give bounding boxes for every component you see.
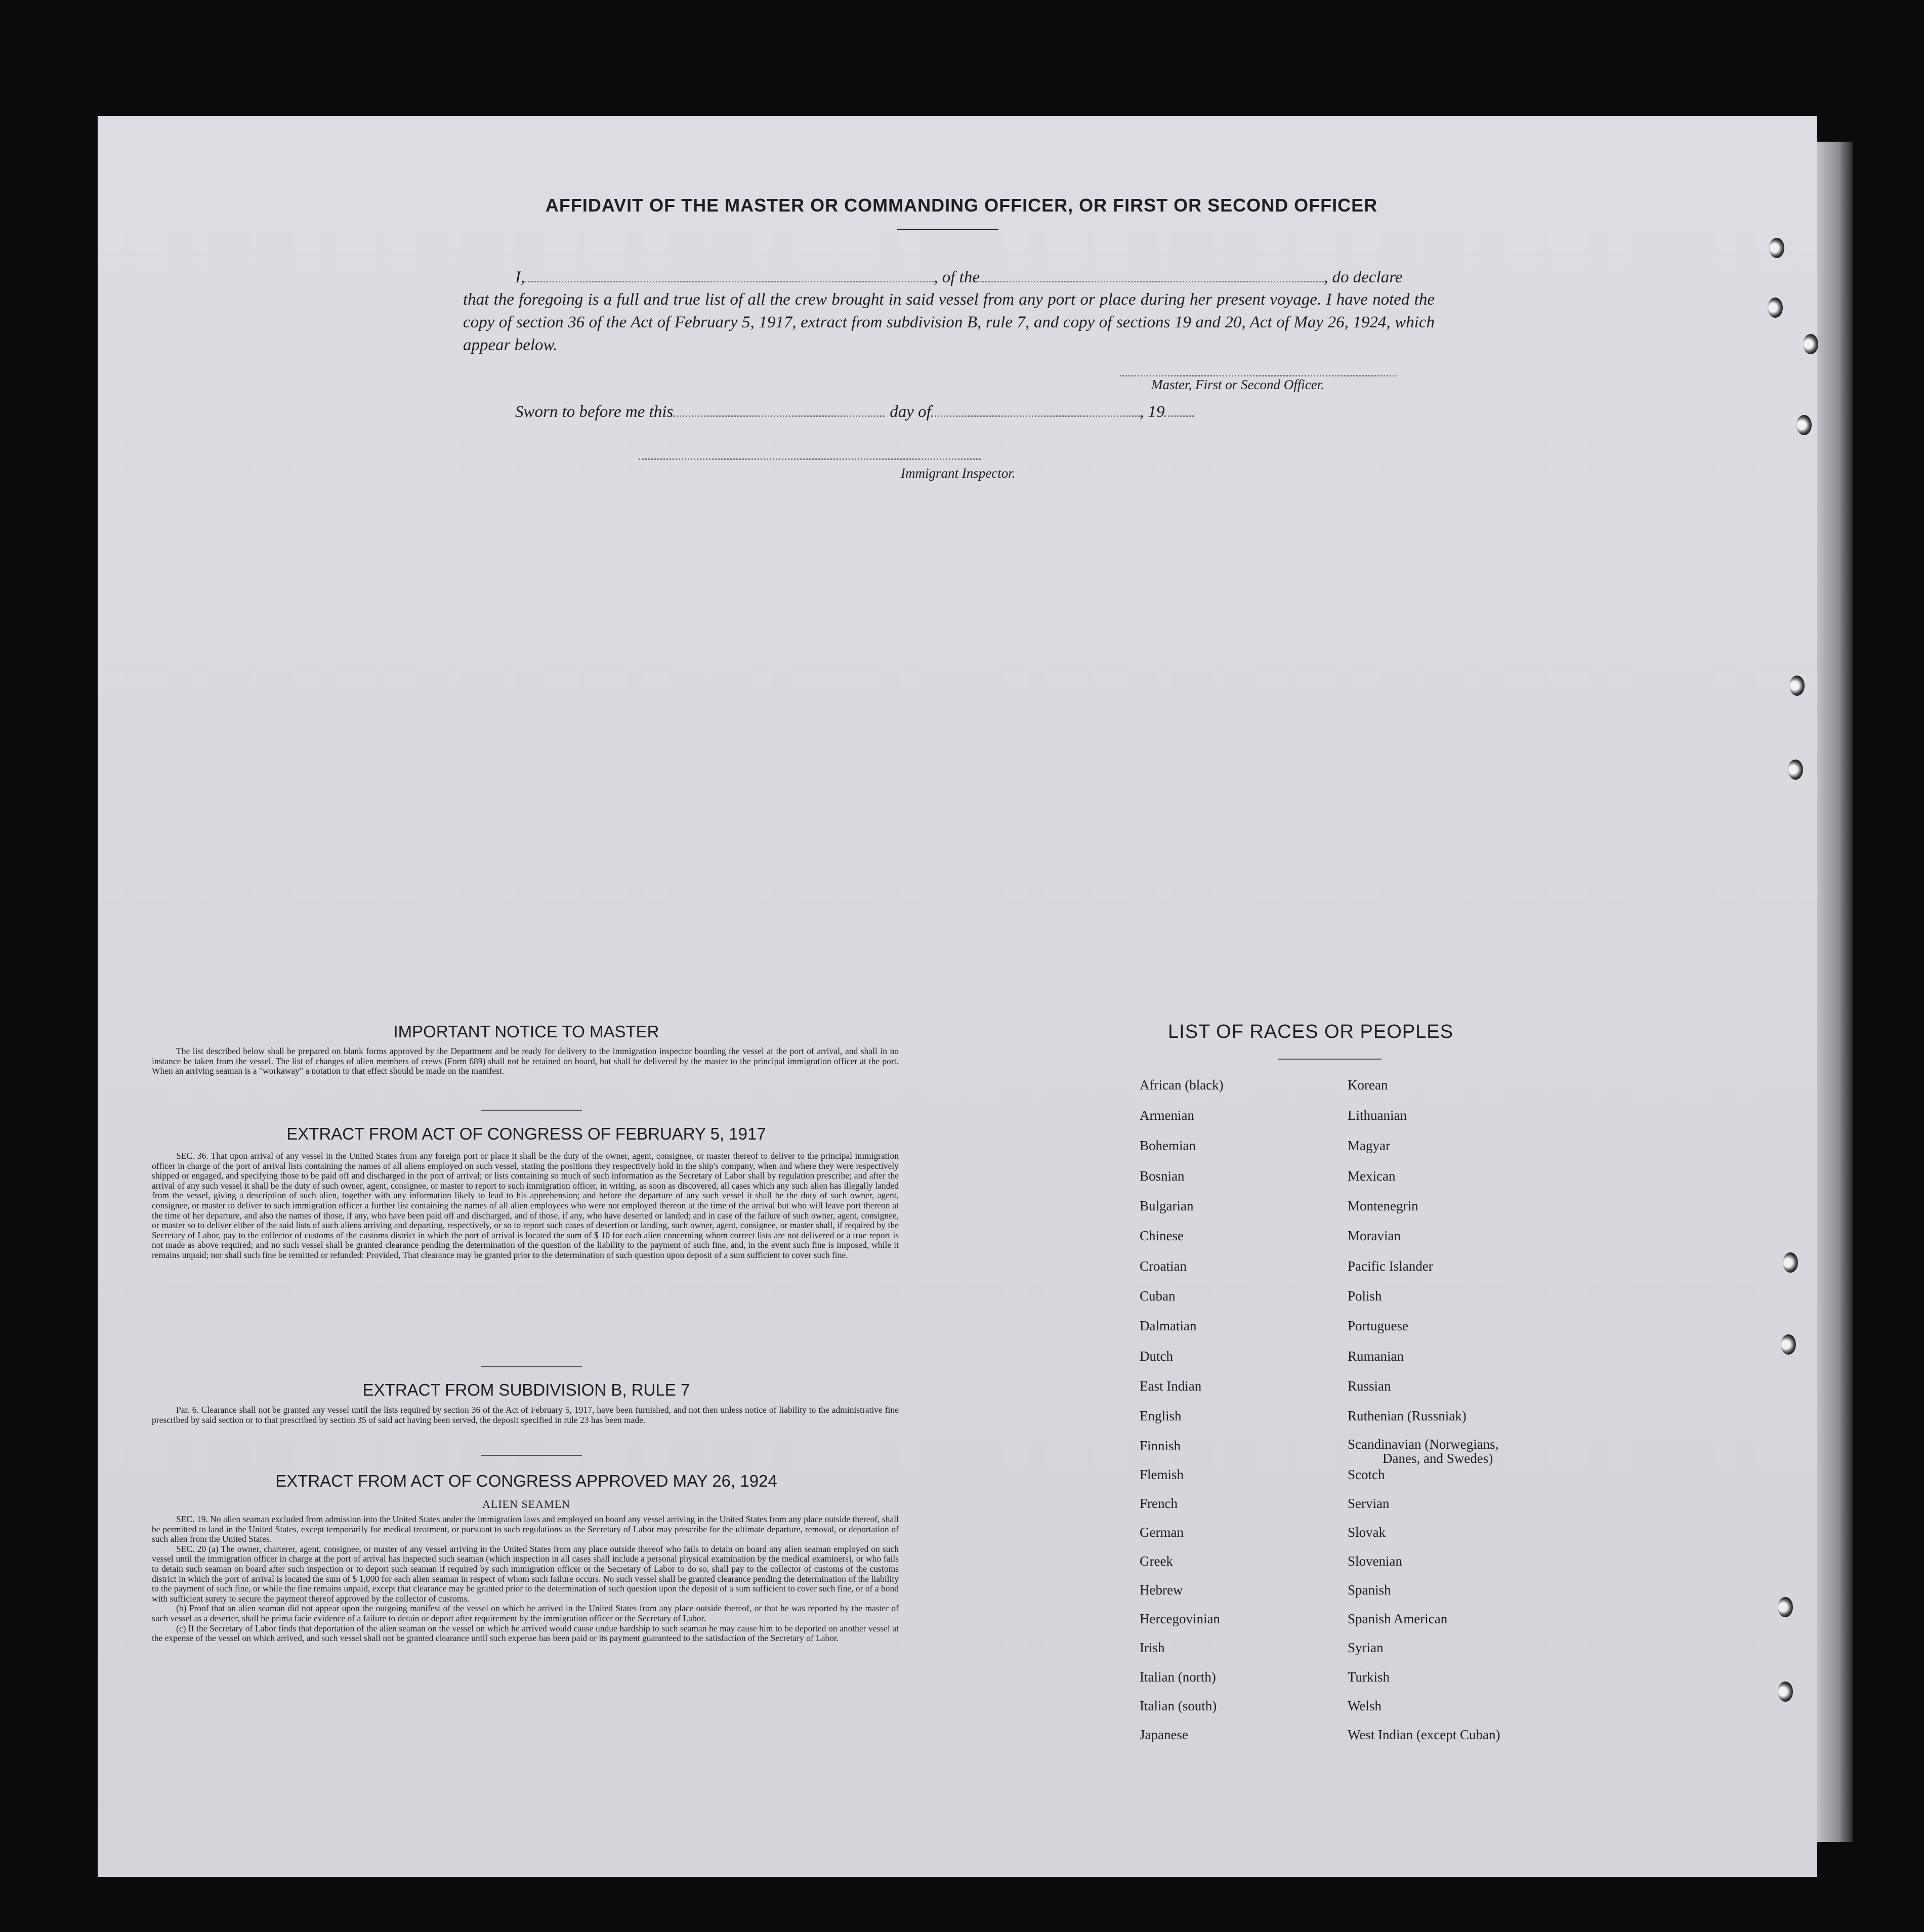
race-item: Russian — [1348, 1378, 1391, 1394]
title-underline — [897, 229, 998, 230]
race-item: Portuguese — [1348, 1318, 1408, 1333]
inspector-signature-blank[interactable] — [639, 444, 981, 460]
extract-1917-divider — [481, 1366, 582, 1367]
race-item: Croatian — [1140, 1258, 1187, 1274]
affidavit-do-declare-label: , do declare — [1323, 268, 1403, 286]
master-signature-label: Master, First or Second Officer. — [1151, 377, 1324, 392]
sworn-day-of: day of — [890, 403, 931, 421]
race-item: Bulgarian — [1140, 1198, 1194, 1213]
sworn-line — [515, 401, 1194, 422]
binder-hole-icon — [1788, 760, 1803, 780]
sec20c-paragraph: (c) If the Secretary of Labor finds that deportation of the alien seaman on the vessel on which he arrived would cause undue hardship to such seaman he may cause him to be deported on another vessel at the expense of the vessel on which arrived, and such vessel shall not be granted clearance until such expense has been paid or its payment guaranteed to the satisfaction of the Secretary of Labor. — [152, 1623, 899, 1644]
race-item: Rumanian — [1348, 1349, 1404, 1364]
race-item: Polish — [1348, 1288, 1382, 1304]
race-item: Italian (north) — [1140, 1669, 1216, 1685]
race-item: Montenegrin — [1348, 1198, 1418, 1213]
master-signature-blank[interactable] — [1120, 361, 1397, 376]
binder-hole-icon — [1768, 298, 1783, 318]
sec19-paragraph: SEC. 19. No alien seaman excluded from admission into the United States under the immigration laws and employed on board any vessel arriving in the United States from any place outside thereof, shall be permitted to land in the United States, except temporarily for medical treatment, or pursuant to such regulations as the Secretary of Labor may prescribe for the ultimate departure, removal, or deportation of such alien from the United States. — [152, 1514, 899, 1544]
race-item: Bosnian — [1140, 1168, 1185, 1184]
race-item: East Indian — [1140, 1378, 1202, 1394]
race-item: Scandinavian (Norwegians, — [1348, 1437, 1499, 1452]
affidavit-title: AFFIDAVIT OF THE MASTER OR COMMANDING OFFICER, OR FIRST OR SECOND OFFICER — [545, 195, 1378, 216]
extract-1917-text: SEC. 36. That upon arrival of any vessel in the United States from any foreign port or place it shall be the duty of the owner, agent, consignee, or master thereof to deliver to the principal immigration officer in charge of the port of arrival lists containing the names of all aliens employed on such vessel, stating the positions they respectively hold in the ship's company, when and where they were respectively shipped or engaged, and specifying those to be paid off and discharged in the port of arrival; or lists containing so much of such information as the Secretary of Labor shall by regulation prescribe; and after the arrival of any such vessel it shall be the duty of such owner, agent, consignee, or master to report to such immigration officer, in writing, as soon as discovered, all cases which any such alien has illegally landed from the vessel, giving a description of such alien, together with any information likely to lead to his apprehension; and before the departure of any such vessel it shall be the duty of such owner, agent, consignee, or master to deliver to such immigration officer a further list containing the names of all alien employees who were not employed thereon at the time of the arrival but who will leave port thereon at the time of her departure, and also the names of those, if any, who have been paid off and discharged, and of those, if any, who have deserted or landed; and in case of the failure of such owner, agent, consignee, or master so to deliver either of the said lists of such aliens arriving and departing, respectively, or so to report such cases of desertion or landing, such owner, agent, consignee, or master shall, if required by the Secretary of Labor, pay to the collector of customs of the customs district in which the port of arrival is located the sum of $ 10 for each alien concerning whom correct lists are not delivered or a true report is not made as above required; and no such vessel shall be granted clearance pending the determination of the question of the liability to the payment of such fine, and, in the event such fine is imposed, while it remains unpaid; nor shall such fine be remitted or refunded: Provided, That clearance may be granted prior to the determination of such question upon deposit of a sum sufficient to cover such fine. — [152, 1151, 899, 1260]
race-item: Cuban — [1140, 1288, 1176, 1304]
race-item: Turkish — [1348, 1669, 1390, 1685]
vessel-blank[interactable] — [980, 267, 1324, 282]
notice-title: IMPORTANT NOTICE TO MASTER — [393, 1022, 659, 1041]
race-item: Spanish American — [1348, 1611, 1448, 1626]
affidavit-paragraph: that the foregoing is a full and true list of all the crew brought in said vessel from any port or place during her present voyage. I have noted the copy of section 36 of the Act of February 5, 1917, extract from subdivision B, rule 7, and copy of sections 19 and 20, Act of May 26, 1924, which appear below. — [463, 290, 1435, 354]
race-item: Bohemian — [1140, 1138, 1196, 1153]
sworn-prefix: Sworn to before me this — [515, 403, 674, 421]
race-item: Pacific Islander — [1348, 1258, 1433, 1274]
race-item: Dalmatian — [1140, 1318, 1197, 1333]
race-item: Moravian — [1348, 1228, 1401, 1243]
extract-rule7-text: Par. 6. Clearance shall not be granted any vessel until the lists required by section 36 of the Act of February 5, 1917, have been furnished, and not then unless notice of liability to the administrative fine prescribed by said section or to that prescribed by section 35 of said act having been served, the deposit specified in rule 23 has been made. — [152, 1405, 899, 1425]
page-edge — [1817, 142, 1853, 1842]
race-item: Greek — [1140, 1553, 1173, 1569]
race-item: Hebrew — [1140, 1582, 1183, 1598]
race-item: Lithuanian — [1348, 1108, 1407, 1123]
extract-1924-subtitle: ALIEN SEAMEN — [482, 1498, 570, 1510]
sworn-day-blank[interactable] — [673, 401, 885, 417]
race-item: Mexican — [1348, 1168, 1396, 1184]
sworn-year: , 19 — [1139, 403, 1165, 421]
races-title: LIST OF RACES OR PEOPLES — [1168, 1021, 1453, 1042]
race-item: Japanese — [1140, 1727, 1188, 1742]
sworn-month-blank[interactable] — [931, 401, 1140, 417]
race-item: Dutch — [1140, 1349, 1173, 1364]
inspector-signature-label: Immigrant Inspector. — [901, 466, 1016, 481]
sworn-year-blank[interactable] — [1164, 401, 1194, 417]
binder-hole-icon — [1803, 334, 1818, 354]
binder-hole-icon — [1781, 1334, 1796, 1355]
binder-hole-icon — [1796, 415, 1812, 435]
race-item: Danes, and Swedes) — [1383, 1451, 1493, 1466]
race-item: Spanish — [1348, 1582, 1391, 1598]
race-item: Flemish — [1140, 1467, 1184, 1482]
race-item: Servian — [1348, 1496, 1390, 1511]
extract-rule7-title: EXTRACT FROM SUBDIVISION B, RULE 7 — [362, 1380, 690, 1399]
race-item: West Indian (except Cuban) — [1348, 1727, 1500, 1742]
extract-rule7-divider — [481, 1455, 582, 1456]
binder-hole-icon — [1769, 238, 1784, 258]
notice-divider — [481, 1110, 582, 1111]
races-divider — [1278, 1059, 1382, 1060]
race-item: Ruthenian (Russniak) — [1348, 1408, 1467, 1423]
race-item: Magyar — [1348, 1138, 1390, 1153]
race-item: Chinese — [1140, 1228, 1184, 1243]
race-item: Slovak — [1348, 1525, 1386, 1540]
race-item: Slovenian — [1348, 1553, 1402, 1569]
race-item: Syrian — [1348, 1640, 1384, 1655]
binder-hole-icon — [1778, 1682, 1793, 1702]
extract-1924-text — [152, 1515, 899, 1644]
sec20a-paragraph: SEC. 20 (a) The owner, charterer, agent, consignee, or master of any vessel arriving in the United States from any place outside thereof who fails to detain on board any alien seaman employed on such vessel until the immigration officer in charge at the port of arrival has inspected such seaman (which inspection in all cases shall include a personal physical examination by the medical examiners), or who fails to detain such seaman on board after such inspection or to deport such seaman if required by such immigration officer or the Secretary of Labor to do so, shall pay to the collector of customs of the customs district in which the port of arrival is located the sum of $ 1,000 for each alien seaman in respect of whom such failure occurs. No such vessel shall be granted clearance pending the determination of the liability to the payment of such fine, or while the fine remains unpaid, except that clearance may be granted prior to the determination of such question upon the deposit of a sum sufficient to cover such fine, or of a bond with sufficient surety to secure the payment thereof approved by the collector of customs. — [152, 1543, 899, 1604]
binder-hole-icon — [1783, 1252, 1798, 1273]
affidavit-i-label: I, — [515, 268, 525, 286]
notice-text: The list described below shall be prepared on blank forms approved by the Department and be ready for delivery to the immigration inspector boarding the vessel at the port of arrival, and shall in no instance be taken from the vessel. The list of changes of alien members of crews (Form 689) shall not be retained on board, but shall be delivered by the master to the principal immigration officer at the port. When an arriving seaman is a "workaway" a notation to that effect should be made on the manifest. — [152, 1046, 899, 1076]
extract-1924-title: EXTRACT FROM ACT OF CONGRESS APPROVED MAY 26, 1924 — [275, 1472, 777, 1490]
sec20b-paragraph: (b) Proof that an alien seaman did not appear upon the outgoing manifest of the vessel on which he arrived in the United States from any place outside thereof, or that he was reported by the master of such vessel as a deserter, shall be prima facie evidence of a failure to detain or deport after requirement by the immigration officer or the Secretary of Labor. — [152, 1603, 899, 1623]
affidavit-declaration-line — [515, 267, 1402, 287]
race-item: French — [1140, 1496, 1178, 1511]
binder-hole-icon — [1778, 1597, 1793, 1617]
race-item: African (black) — [1140, 1077, 1224, 1093]
extract-1917-title: EXTRACT FROM ACT OF CONGRESS OF FEBRUARY 5, 1917 — [286, 1124, 766, 1143]
race-item: Irish — [1140, 1640, 1165, 1655]
race-item: Finnish — [1140, 1438, 1181, 1453]
race-item: Armenian — [1140, 1108, 1194, 1123]
race-item: German — [1140, 1525, 1184, 1540]
race-item: Hercegovinian — [1140, 1611, 1220, 1626]
race-item: Italian (south) — [1140, 1698, 1217, 1713]
race-item: Welsh — [1348, 1698, 1382, 1713]
name-blank[interactable] — [525, 267, 934, 282]
race-item: Scotch — [1348, 1467, 1385, 1482]
race-item: Korean — [1348, 1077, 1388, 1093]
affidavit-of-the-label: , of the — [934, 268, 980, 286]
binder-hole-icon — [1789, 676, 1805, 696]
race-item: English — [1140, 1408, 1182, 1423]
